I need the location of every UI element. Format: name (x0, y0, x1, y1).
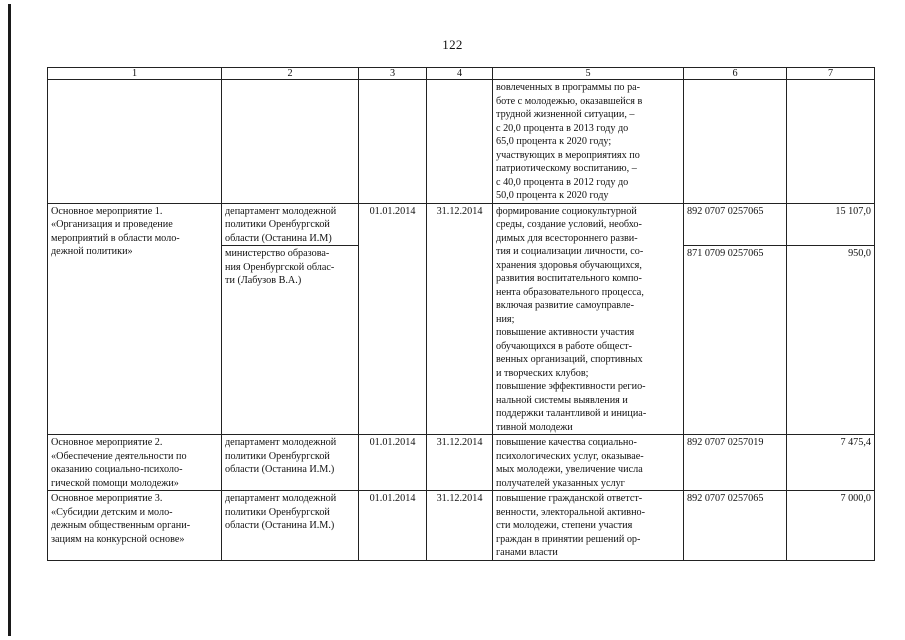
end-date-cell (427, 203, 493, 435)
activity-1-code-2: 871 0709 0257065 (687, 248, 764, 259)
scan-edge-bar (8, 4, 11, 636)
column-header: 3 (359, 68, 427, 80)
empty-cell (222, 80, 359, 204)
end-date-cell (427, 435, 493, 491)
activity-3-amount: 7 000,0 (840, 493, 871, 504)
result-cell (493, 435, 684, 491)
activity-3-executor: департамент молодежной политики Оренбургской области (Останина И.М.) (225, 493, 337, 531)
column-header: 4 (427, 68, 493, 80)
amount-cell (787, 491, 875, 561)
activity-name-cell (48, 203, 222, 435)
activity-2-result: повышение качества социально- психологических услуг, оказывае- мых молодежи, увеличение числа получателей указанных услуг (496, 437, 644, 489)
budget-code-cell (684, 435, 787, 491)
activity-3-code: 892 0707 0257065 (687, 493, 764, 504)
empty-cell (684, 80, 787, 204)
table-row (48, 80, 875, 204)
executor-cell (222, 491, 359, 561)
page-number: 122 (442, 37, 463, 52)
activity-1-start: 01.01.2014 (369, 205, 416, 217)
activity-1-code-1: 892 0707 0257065 (687, 205, 764, 217)
activity-3-name: Основное мероприятие 3. «Субсидии детским и моло- дежным общественным органи- зациям на конкурсной основе» (51, 493, 191, 545)
column-number-row (48, 68, 875, 80)
table-row (48, 435, 875, 491)
activity-name-cell (48, 435, 222, 491)
start-date-cell (359, 203, 427, 435)
activity-2-name: Основное мероприятие 2. «Обеспечение деятельности по оказанию социально-психоло- гической помощи молодежи» (51, 437, 187, 489)
table-row (48, 491, 875, 561)
start-date-cell (359, 491, 427, 561)
activity-1-executor-2: министерство образова- ния Оренбургской облас- ти (Лабузов В.А.) (225, 248, 335, 286)
empty-cell (427, 80, 493, 204)
continuation-text: вовлеченных в программы по ра- боте с молодежью, оказавшейся в трудной жизненной ситуации, – с 20,0 процента в 2013 году до 65,0 процента к 2020 году; участвующих в мероприятиях по патриотическому воспитанию, – с 40,0 процента в 2012 году до 50,0 процента к 2020 году (496, 82, 643, 201)
empty-cell (787, 80, 875, 204)
amount-cell (787, 435, 875, 491)
budget-code-cell (684, 246, 787, 435)
amount-cell (787, 246, 875, 435)
budget-code-cell (684, 491, 787, 561)
program-activities-table (47, 67, 875, 561)
activity-1-name: Основное мероприятие 1. «Организация и проведение мероприятий в области моло- дежной политики» (51, 205, 180, 257)
result-cell (493, 203, 684, 435)
activity-2-amount: 7 475,4 (840, 437, 871, 448)
column-header: 7 (787, 68, 875, 80)
column-header: 2 (222, 68, 359, 80)
budget-code-cell (684, 203, 787, 246)
column-header: 6 (684, 68, 787, 80)
activity-1-amount-1: 15 107,0 (835, 205, 871, 217)
executor-cell (222, 203, 359, 246)
column-header: 5 (493, 68, 684, 80)
activity-1-end: 31.12.2014 (436, 205, 483, 217)
activity-3-start: 01.01.2014 (369, 493, 416, 504)
activity-1-amount-2: 950,0 (848, 248, 871, 259)
executor-cell (222, 246, 359, 435)
activity-2-end: 31.12.2014 (436, 437, 483, 448)
activity-2-executor: департамент молодежной политики Оренбургской области (Останина И.М.) (225, 437, 337, 475)
table-row (48, 203, 875, 246)
empty-cell (48, 80, 222, 204)
activity-3-end: 31.12.2014 (436, 493, 483, 504)
activity-1-result: формирование социокультурной среды, создание условий, необхо- димых для всестороннего разви- тия и социализации личности, со- хранения здоровья обучающихся, развития воспитательного компо- нента образовательного процесса, включая развитие самоуправле- ния; повышение активности участия обучающихся в работе общест- венных организаций, спортивных и творческих клубов; повышение эффективности регио- нальной системы выявления и поддержки талантливой и инициа- тивной молодежи (496, 205, 647, 433)
result-cell (493, 491, 684, 561)
amount-cell (787, 203, 875, 246)
empty-cell (359, 80, 427, 204)
activity-1-executor-1: департамент молодежной политики Оренбургской области (Останина И.М) (225, 205, 337, 244)
start-date-cell (359, 435, 427, 491)
activity-2-start: 01.01.2014 (369, 437, 416, 448)
executor-cell (222, 435, 359, 491)
result-cell (493, 80, 684, 204)
activity-2-code: 892 0707 0257019 (687, 437, 764, 448)
column-header: 1 (48, 68, 222, 80)
activity-name-cell (48, 491, 222, 561)
end-date-cell (427, 491, 493, 561)
activity-3-result: повышение гражданской ответст- венности, электоральной активно- сти молодежи, степени участия граждан в принятии решений ор- ганами власти (496, 493, 646, 558)
